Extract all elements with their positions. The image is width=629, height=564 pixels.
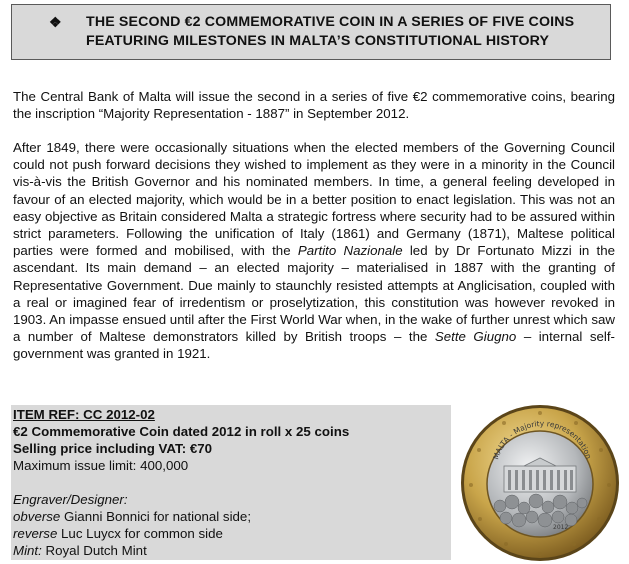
reverse-label: reverse — [13, 526, 58, 541]
item-ref: ITEM REF: CC 2012-02 — [13, 407, 155, 422]
obverse-line — [13, 508, 349, 525]
diamond-bullet-icon: ❖ — [49, 14, 62, 30]
title-line-1: THE SECOND €2 COMMEMORATIVE COIN IN A SERIES OF FIVE COINS — [86, 14, 575, 30]
item-price: Selling price including VAT: €70 — [13, 441, 212, 456]
item-description: €2 Commemorative Coin dated 2012 in roll x 25 coins — [13, 424, 350, 439]
history-italic-sette-giugno: Sette Giugno — [434, 329, 517, 345]
history-text-2: led by Dr Fortunato Mizzi in the ascendant. Its main demand – an elected majority – materialised in 1887 with the granting of Representative Government. Due mainly to staunchly resisted attempts at Anglicisation, coupled with a real or imagined fear of irredentism or proselytization, this constitution was however revoked in 1903. An impasse ensued until after the First World War when, in the wake of further unrest which saw a number of Maltese demonstrators killed by British troops – the — [13, 243, 616, 345]
reverse-text: Luc Luycx for common side — [57, 526, 223, 541]
intro-paragraph: The Central Bank of Malta will issue the second in a series of five €2 commemorative coins, bearing the inscription “Majority Representation - 1887” in September 2012. — [13, 89, 615, 122]
coin-image — [458, 402, 622, 564]
mint-line — [13, 542, 349, 559]
history-italic-party: Partito Nazionale — [297, 243, 403, 259]
mint-label: Mint: — [13, 543, 42, 558]
item-limit: Maximum issue limit: 400,000 — [13, 458, 189, 473]
reverse-line — [13, 525, 349, 542]
title-box — [11, 4, 611, 60]
history-paragraph — [13, 139, 615, 363]
history-text-3: – internal self-government was granted in 1921. — [13, 329, 615, 362]
history-text-1: After 1849, there were occasionally situations when the elected members of the Governing Council could not push forward decisions they wished to implement as they were in a minority in the Council vis-à-vis the British Governor and his nominated members. In time, a general feeling developed in favour of an elected majority, which would be in a better position to enact legislation. This was not an easy objective as Britain considered Malta a strategic fortress where security had to be assured within strict parameters. Following the unification of Italy (1861) and Germany (1871), Maltese political parties were formed and mobilised, with the — [13, 140, 615, 259]
coin-inscription-path: MALTA - Majority representation — [491, 419, 594, 461]
spacer — [13, 474, 349, 491]
page-title — [86, 13, 606, 51]
mint-text: Royal Dutch Mint — [41, 543, 147, 558]
obverse-label: obverse — [13, 509, 61, 524]
obverse-text: Gianni Bonnici for national side; — [60, 509, 252, 524]
coin-year: 2012 — [553, 524, 569, 531]
item-details — [13, 406, 349, 559]
engraver-heading: Engraver/Designer: — [13, 492, 128, 507]
title-line-2: FEATURING MILESTONES IN MALTA’S CONSTITUTIONAL HISTORY — [86, 33, 550, 49]
